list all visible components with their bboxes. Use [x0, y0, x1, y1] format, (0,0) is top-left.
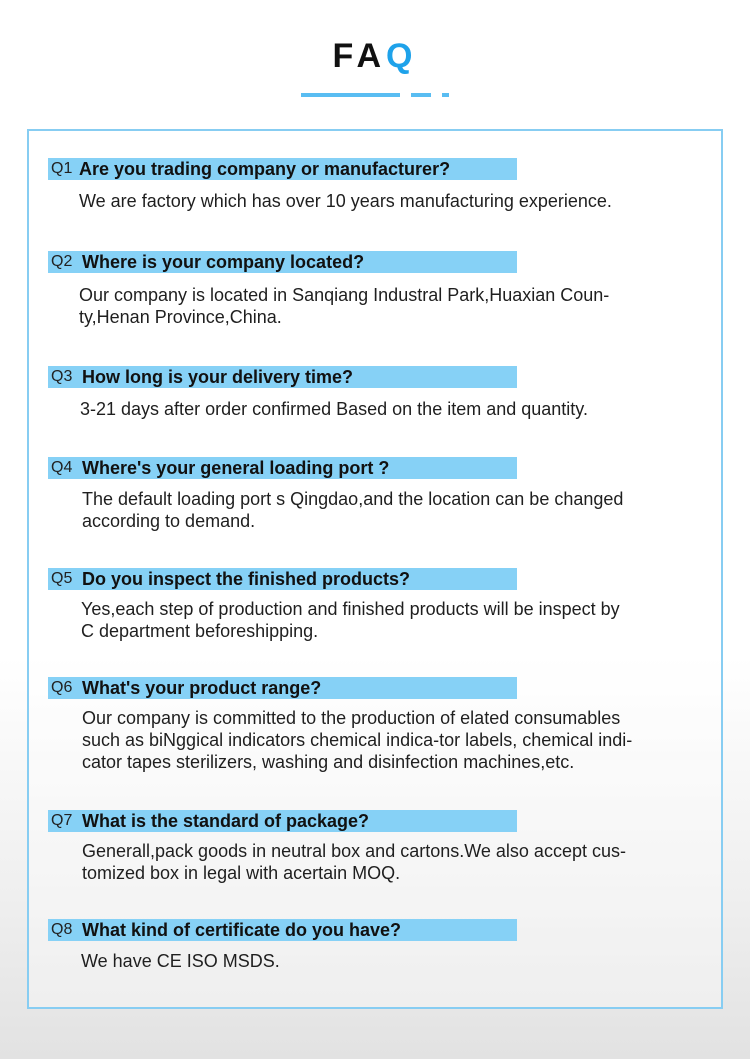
question-number: Q5: [51, 570, 73, 587]
question-text: Where is your company located?: [82, 252, 365, 272]
question-number: Q3: [51, 368, 73, 385]
question-text: Are you trading company or manufacturer?: [79, 159, 451, 179]
question-text: Where's your general loading port ?: [82, 458, 390, 478]
question-number: Q2: [51, 253, 73, 270]
question-number: Q7: [51, 812, 73, 829]
answer-text: Yes,each step of production and finished products will be inspect by C department beforeshipping.: [81, 599, 620, 641]
page-title-part-2: Q: [386, 37, 418, 75]
page-title: [0, 36, 750, 76]
question-number: Q1: [51, 160, 73, 177]
answer-text: 3-21 days after order confirmed Based on the item and quantity.: [80, 399, 588, 419]
question-text: What kind of certificate do you have?: [82, 920, 402, 940]
question-text: Do you inspect the finished products?: [82, 569, 411, 589]
question-number: Q8: [51, 921, 73, 938]
answer-text: Generall,pack goods in neutral box and cartons.We also accept cus- tomized box in legal with acertain MOQ.: [82, 841, 626, 883]
answer-text: Our company is located in Sanqiang Industral Park,Huaxian Coun- ty,Henan Province,China.: [79, 285, 610, 327]
title-underline-long: [301, 93, 400, 97]
question-number: Q4: [51, 459, 73, 476]
answer-text: We have CE ISO MSDS.: [81, 951, 280, 971]
question-text: What is the standard of package?: [82, 811, 370, 831]
question-number: Q6: [51, 679, 73, 696]
answer-text: We are factory which has over 10 years manufacturing experience.: [79, 191, 612, 211]
page-title-part-1: FA: [332, 37, 386, 75]
answer-text: Our company is committed to the production of elated consumables such as biNggical indicators chemical indica-tor labels, chemical indi- cator tapes sterilizers, washing and disinfection machines,etc.: [82, 708, 633, 772]
question-text: What's your product range?: [82, 678, 322, 698]
title-underline-dot: [442, 93, 449, 97]
title-underline-short: [411, 93, 431, 97]
answer-text: The default loading port s Qingdao,and the location can be changed according to demand.: [82, 489, 624, 531]
question-text: How long is your delivery time?: [82, 367, 354, 387]
